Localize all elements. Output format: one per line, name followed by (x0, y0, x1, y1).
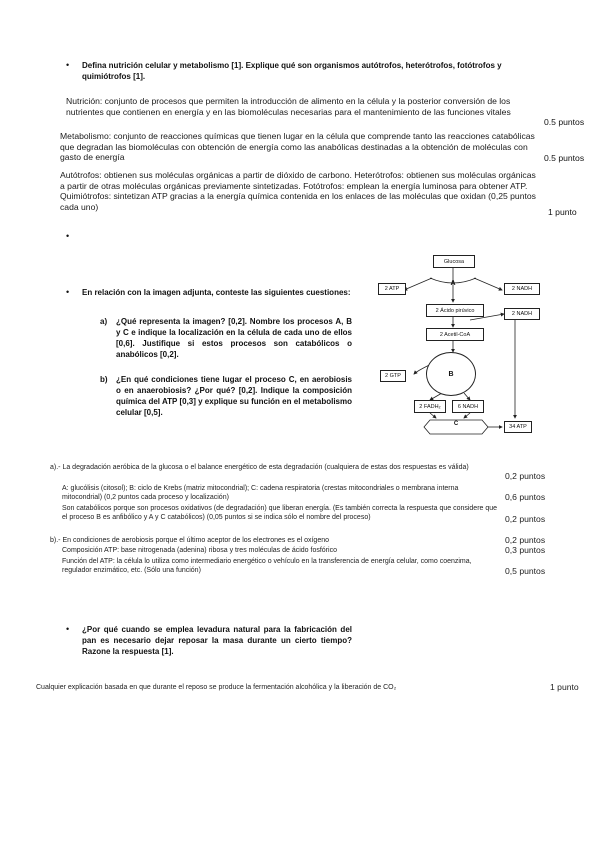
answer-2a-processes-points: 0,6 puntos (505, 492, 546, 502)
nadh-2-top-box: 2 NADH (504, 283, 540, 295)
question-2-intro: En relación con la imagen adjunta, conteste las siguientes cuestiones: (82, 288, 351, 297)
answer-nutricion: Nutrición: conjunto de procesos que permiten la introducción de alimento en la célula y la posterior conversión de los nutrientes que contienen en energía y en las biomoléculas necesarias para el mantenimiento de las funciones vitales (66, 96, 511, 117)
gtp-2-box: 2 GTP (380, 370, 406, 382)
process-b-cycle: B (426, 352, 476, 396)
question-2a-label: a) (100, 317, 108, 326)
answer-2b-composition: Composición ATP: base nitrogenada (adenina) ribosa y tres moléculas de ácido fosfórico (62, 547, 337, 554)
bullet: • (66, 287, 70, 297)
answer-3-points: 1 punto (550, 682, 579, 692)
atp-34-box: 34 ATP (504, 421, 532, 433)
metabolism-diagram (370, 250, 550, 440)
glucosa-box: Glucosa (433, 255, 475, 268)
answer-2b-condition: b).- En condiciones de aerobiosis porque el último aceptor de los electrones es el oxígeno (50, 537, 329, 544)
answer-autotrofos: Autótrofos: obtienen sus moléculas orgánicas a partir de dióxido de carbono. Heterótrofos: obtienen sus moléculas orgánicas a partir de otras moléculas orgánicas previamente sintetizadas. Fotótrofos: emplean la energía luminosa para obtener ATP. Quimiótrofos: sintetizan ATP gracias a la energía química contenida en los enlaces de las moléculas que oxidan (0,25 puntos cada uno) (60, 170, 536, 212)
answer-2b-condition-points: 0,2 puntos (505, 535, 546, 545)
answer-2a-catabolic: Son catabólicos porque son procesos oxidativos (de degradación) que liberan energía. (Es también correcta la respuesta que considere que el proceso B es anfibólico y A y C catabólicos) (0,05 puntos si se indica sólo el nombre del proceso) (62, 505, 498, 521)
answer-2a-processes: A: glucólisis (citosol); B: ciclo de Krebs (matriz mitocondrial); C: cadena respiratoria (crestas mitocondriales o membrana interna mitocondrial) (0,2 puntos cada proceso y localización) (62, 485, 459, 501)
bullet: • (66, 60, 70, 70)
answer-2a-intro-points: 0,2 puntos (505, 471, 546, 481)
piruvico-box: 2 Ácido pirúvico (426, 304, 484, 317)
answer-2b-function-points: 0,5 puntos (505, 566, 546, 576)
process-a-label: A (450, 279, 456, 287)
acetil-coa-box: 2 Acetil-CoA (426, 328, 484, 341)
answer-2b-composition-points: 0,3 puntos (505, 545, 546, 555)
answer-2b-function: Función del ATP: la célula lo utiliza como intermediario energético o vehículo en la transferencia de energía celular, como coenzima, regulador enzimático, etc. (Sólo una función) (62, 558, 472, 574)
answer-2a-catabolic-points: 0,2 puntos (505, 514, 546, 524)
question-2a: ¿Qué representa la imagen? [0,2]. Nombre los procesos A, B y C e indique la localización en la célula de cada uno de ellos [0,6]. Justifique si estos procesos son catabólicos o anabólicos [0,2]. (116, 317, 352, 359)
nadh-6-box: 6 NADH (452, 400, 484, 413)
question-3: ¿Por qué cuando se emplea levadura natural para la fabricación del pan es necesario dejar reposar la masa durante un cierto tiempo? Razone la respuesta [1]. (82, 625, 352, 656)
answer-metabolismo: Metabolismo: conjunto de reacciones químicas que tienen lugar en la célula que comprende tanto las reacciones catabólicas que degradan las biomoléculas con obtención de energía como las anabólicas destinadas a la obtención de moléculas con gasto de energía (60, 131, 535, 163)
question-1: Defina nutrición celular y metabolismo [1]. Explique qué son organismos autótrofos, heterótrofos, fotótrofos y quimiótrofos [1]. (82, 61, 502, 81)
question-2b-label: b) (100, 375, 108, 384)
points-metabolismo: 0.5 puntos (544, 153, 585, 163)
question-2b: ¿En qué condiciones tiene lugar el proceso C, en aerobiosis o en anaerobiosis? ¿Por qué? [0,2]. Indique la composición química del ATP [0,3] y explique su función en el metabolismo celular [0,5]. (116, 375, 352, 417)
bullet: • (66, 231, 70, 241)
answer-2a-intro: a).- La degradación aeróbica de la glucosa o el balance energético de esta degradación (cualquiera de estas dos respuestas es válida) (50, 464, 469, 471)
nadh-2-mid-box: 2 NADH (504, 308, 540, 320)
atp-2-box: 2 ATP (378, 283, 406, 295)
process-c-label: C (453, 421, 459, 427)
points-nutricion: 0.5 puntos (544, 117, 585, 127)
points-autotrofos: 1 punto (548, 207, 577, 217)
bullet: • (66, 624, 70, 634)
answer-3: Cualquier explicación basada en que durante el reposo se produce la fermentación alcohólica y la liberación de CO₂ (36, 684, 397, 691)
fadh2-box: 2 FADH₂ (414, 400, 446, 413)
